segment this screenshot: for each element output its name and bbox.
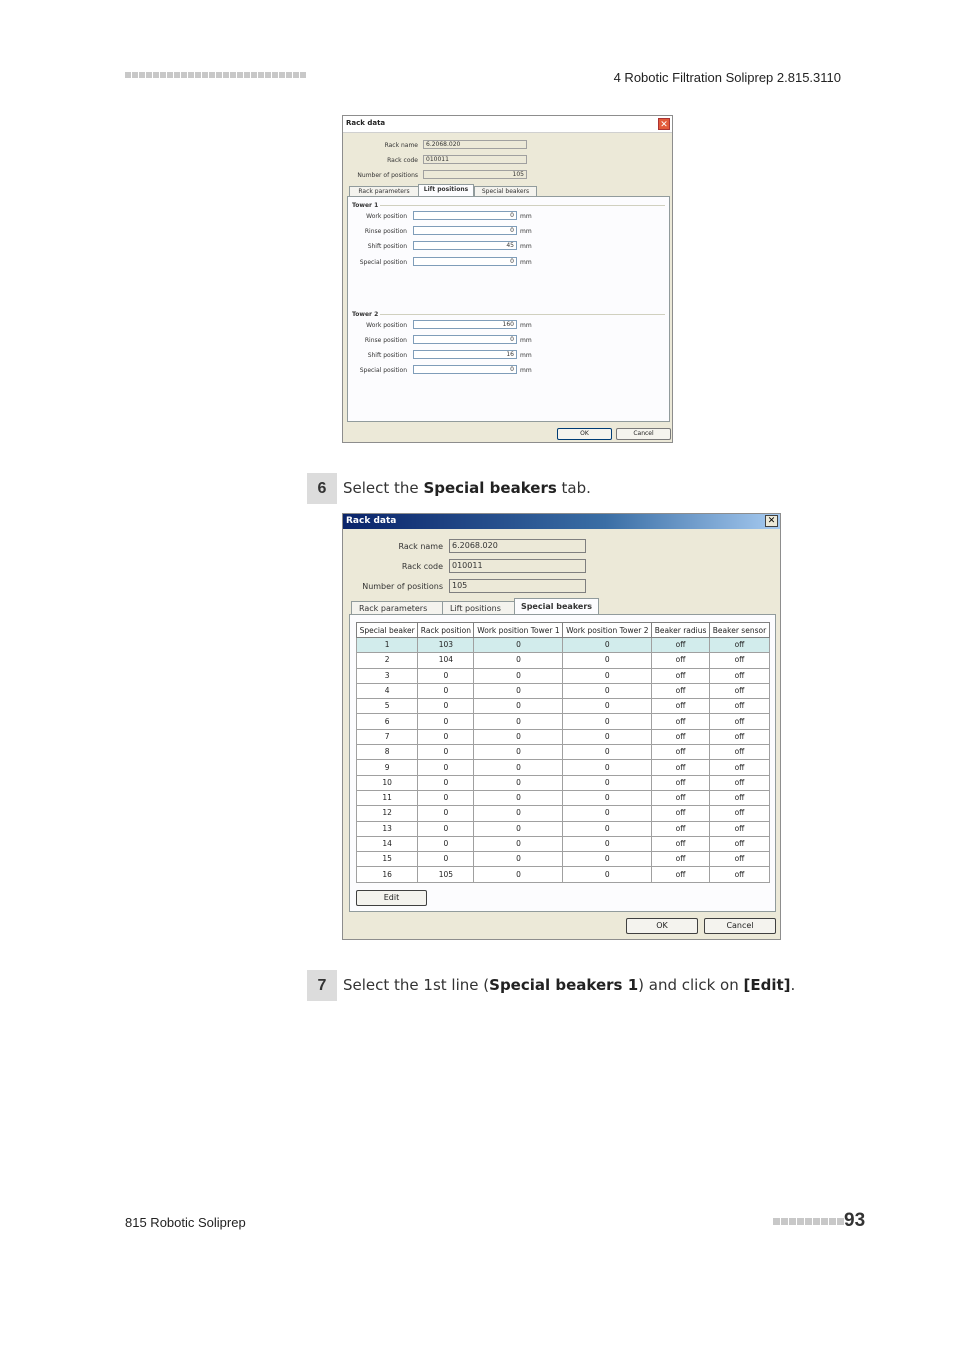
table-cell: off — [709, 729, 769, 744]
table-cell: 0 — [563, 806, 652, 821]
table-cell: off — [709, 683, 769, 698]
t1-shift-field[interactable]: 45 — [413, 241, 517, 250]
table-cell: off — [652, 714, 710, 729]
t1-work-label: Work position — [366, 213, 407, 220]
t2-shift-label: Shift position — [367, 352, 407, 359]
table-cell: off — [709, 806, 769, 821]
table-cell: 0 — [418, 790, 474, 805]
step-7-text — [343, 976, 795, 994]
column-header[interactable]: Special beaker — [357, 623, 418, 638]
table-cell: 4 — [357, 683, 418, 698]
table-cell: off — [652, 867, 710, 882]
table-cell: 0 — [563, 729, 652, 744]
ok-button[interactable]: OK — [557, 428, 612, 440]
table-cell: off — [652, 668, 710, 683]
table-cell: 13 — [357, 821, 418, 836]
column-header[interactable]: Work position Tower 2 — [563, 623, 652, 638]
table-cell: 0 — [418, 745, 474, 760]
t1-special-field[interactable]: 0 — [413, 257, 517, 266]
table-cell: 0 — [474, 836, 563, 851]
special-beakers-table — [356, 622, 770, 883]
table-cell: 0 — [563, 867, 652, 882]
tab-rack-parameters[interactable]: Rack parameters — [351, 601, 443, 615]
table-cell: off — [709, 821, 769, 836]
table-cell: 0 — [418, 775, 474, 790]
table-cell: 0 — [418, 760, 474, 775]
step-text-part: Select the 1st line ( — [343, 976, 490, 994]
table-row[interactable] — [357, 821, 770, 836]
rack-name-label: Rack name — [384, 142, 418, 149]
table-cell: off — [652, 653, 710, 668]
positions-label: Number of positions — [362, 582, 443, 591]
table-cell: off — [652, 729, 710, 744]
table-cell: off — [652, 852, 710, 867]
table-row[interactable] — [357, 745, 770, 760]
divider — [380, 314, 665, 315]
chapter-title: 4 Robotic Filtration Soliprep 2.815.3110 — [613, 70, 841, 85]
table-row[interactable] — [357, 836, 770, 851]
dialog-title: Rack data — [346, 516, 397, 526]
table-cell: off — [709, 852, 769, 867]
special-beakers-panel — [349, 614, 776, 912]
rack-data-dialog-special-beakers — [342, 513, 781, 940]
table-cell: 0 — [418, 668, 474, 683]
step-number: 7 — [307, 970, 337, 1001]
positions-field[interactable]: 105 — [449, 579, 586, 593]
table-cell: 9 — [357, 760, 418, 775]
table-cell: 0 — [418, 699, 474, 714]
step-text-bold: Special beakers — [423, 479, 557, 497]
title-bar — [343, 116, 672, 133]
table-row[interactable] — [357, 790, 770, 805]
t2-rinse-field[interactable]: 0 — [413, 335, 517, 344]
table-cell: 0 — [563, 790, 652, 805]
table-cell: off — [709, 653, 769, 668]
tab-special-beakers[interactable]: Special beakers — [514, 598, 599, 615]
ok-button[interactable]: OK — [626, 918, 698, 934]
table-cell: 0 — [474, 790, 563, 805]
table-cell: off — [652, 638, 710, 653]
column-header[interactable]: Beaker sensor — [709, 623, 769, 638]
table-row[interactable] — [357, 699, 770, 714]
table-cell: 0 — [474, 668, 563, 683]
t2-special-label: Special position — [359, 367, 407, 374]
t1-shift-label: Shift position — [367, 243, 407, 250]
t2-work-label: Work position — [366, 322, 407, 329]
table-cell: 0 — [418, 683, 474, 698]
table-cell: 5 — [357, 699, 418, 714]
table-cell: off — [652, 806, 710, 821]
table-cell: 0 — [563, 745, 652, 760]
t1-work-field[interactable]: 0 — [413, 211, 517, 220]
t2-shift-field[interactable]: 16 — [413, 350, 517, 359]
table-cell: 1 — [357, 638, 418, 653]
cancel-button[interactable]: Cancel — [704, 918, 776, 934]
table-cell: off — [652, 683, 710, 698]
table-cell: 105 — [418, 867, 474, 882]
unit: mm — [520, 337, 532, 344]
table-cell: 7 — [357, 729, 418, 744]
positions-label: Number of positions — [357, 172, 418, 179]
table-cell: 0 — [418, 836, 474, 851]
table-cell: off — [652, 699, 710, 714]
table-cell: 0 — [563, 821, 652, 836]
tab-lift-positions[interactable]: Lift positions — [442, 601, 515, 615]
table-cell: off — [709, 699, 769, 714]
table-cell: 0 — [474, 821, 563, 836]
tab-rack-parameters[interactable]: Rack parameters — [349, 186, 419, 196]
unit: mm — [520, 322, 532, 329]
table-cell: off — [652, 790, 710, 805]
table-cell: off — [709, 638, 769, 653]
divider — [380, 205, 665, 206]
rack-code-label: Rack code — [387, 157, 418, 164]
column-header[interactable]: Work position Tower 1 — [474, 623, 563, 638]
table-cell: 0 — [474, 683, 563, 698]
rack-name-field[interactable]: 6.2068.020 — [449, 539, 586, 553]
table-row[interactable] — [357, 668, 770, 683]
step-text-bold: [Edit] — [743, 976, 791, 994]
close-icon[interactable]: ✕ — [765, 515, 778, 527]
table-cell: 6 — [357, 714, 418, 729]
table-cell: 0 — [418, 714, 474, 729]
table-row[interactable] — [357, 867, 770, 882]
table-cell: 103 — [418, 638, 474, 653]
tower1-title: Tower 1 — [352, 202, 379, 209]
table-cell: off — [709, 714, 769, 729]
table-cell: off — [709, 836, 769, 851]
table-row[interactable] — [357, 729, 770, 744]
table-cell: off — [709, 760, 769, 775]
table-header-row — [357, 623, 770, 638]
positions-field[interactable]: 105 — [423, 170, 527, 179]
rack-code-field[interactable]: 010011 — [423, 155, 527, 164]
rack-code-field[interactable]: 010011 — [449, 559, 586, 573]
table-cell: off — [709, 775, 769, 790]
column-header[interactable]: Beaker radius — [652, 623, 710, 638]
tab-special-beakers[interactable]: Special beakers — [474, 186, 537, 196]
step-text-bold: Special beakers 1 — [489, 976, 639, 994]
edit-button[interactable]: Edit — [356, 890, 427, 906]
table-cell: 14 — [357, 836, 418, 851]
rack-name-field[interactable]: 6.2068.020 — [423, 140, 527, 149]
step-6-text — [343, 479, 591, 497]
table-cell: 0 — [474, 867, 563, 882]
table-row[interactable] — [357, 760, 770, 775]
table-cell: 0 — [563, 836, 652, 851]
table-cell: 0 — [474, 760, 563, 775]
t1-rinse-label: Rinse position — [364, 228, 407, 235]
table-row[interactable] — [357, 714, 770, 729]
step-text-part: tab. — [556, 479, 591, 497]
table-cell: 0 — [563, 683, 652, 698]
table-cell: 0 — [563, 653, 652, 668]
table-cell: off — [652, 821, 710, 836]
table-cell: 0 — [474, 699, 563, 714]
table-cell: 0 — [418, 806, 474, 821]
table-cell: 0 — [563, 699, 652, 714]
table-cell: 3 — [357, 668, 418, 683]
table-cell: 0 — [474, 729, 563, 744]
rack-data-dialog-lift-positions — [342, 115, 673, 443]
rack-name-label: Rack name — [398, 542, 443, 551]
cancel-button[interactable]: Cancel — [616, 428, 671, 440]
unit: mm — [520, 352, 532, 359]
table-cell: off — [709, 867, 769, 882]
table-cell: 0 — [474, 638, 563, 653]
table-cell: 0 — [563, 668, 652, 683]
table-cell: off — [652, 745, 710, 760]
close-icon[interactable]: ✕ — [658, 118, 670, 130]
table-cell: 15 — [357, 852, 418, 867]
table-cell: 0 — [563, 714, 652, 729]
table-row[interactable] — [357, 806, 770, 821]
rack-code-label: Rack code — [401, 562, 443, 571]
table-cell: off — [709, 668, 769, 683]
table-cell: off — [709, 790, 769, 805]
unit: mm — [520, 259, 532, 266]
header-decoration — [125, 72, 306, 78]
step-text-part: ) and click on — [638, 976, 744, 994]
t2-work-field[interactable]: 160 — [413, 320, 517, 329]
t1-rinse-field[interactable]: 0 — [413, 226, 517, 235]
table-cell: 0 — [418, 729, 474, 744]
table-cell: 2 — [357, 653, 418, 668]
t2-special-field[interactable]: 0 — [413, 365, 517, 374]
table-cell: off — [709, 745, 769, 760]
table-row[interactable] — [357, 638, 770, 653]
table-cell: 0 — [474, 806, 563, 821]
table-cell: 0 — [418, 852, 474, 867]
lift-positions-panel — [347, 196, 670, 422]
tab-lift-positions[interactable]: Lift positions — [418, 184, 474, 196]
page-number: 93 — [844, 1210, 866, 1231]
step-number: 6 — [307, 473, 337, 504]
table-cell: 104 — [418, 653, 474, 668]
table-cell: 11 — [357, 790, 418, 805]
unit: mm — [520, 367, 532, 374]
table-cell: 12 — [357, 806, 418, 821]
table-cell: 0 — [418, 821, 474, 836]
table-cell: 8 — [357, 745, 418, 760]
table-row[interactable] — [357, 683, 770, 698]
column-header[interactable]: Rack position — [418, 623, 474, 638]
footer-product: 815 Robotic Soliprep — [125, 1215, 246, 1230]
unit: mm — [520, 228, 532, 235]
t1-special-label: Special position — [359, 259, 407, 266]
table-cell: 0 — [474, 852, 563, 867]
table-cell: off — [652, 836, 710, 851]
table-cell: off — [652, 775, 710, 790]
title-bar — [343, 514, 780, 529]
tower2-title: Tower 2 — [352, 311, 379, 318]
step-text-part: Select the — [343, 479, 424, 497]
table-cell: 0 — [563, 852, 652, 867]
table-cell: 0 — [474, 775, 563, 790]
table-cell: 0 — [474, 653, 563, 668]
table-cell: off — [652, 760, 710, 775]
unit: mm — [520, 243, 532, 250]
table-row[interactable] — [357, 653, 770, 668]
unit: mm — [520, 213, 532, 220]
step-text-part: . — [790, 976, 796, 994]
table-cell: 0 — [474, 714, 563, 729]
table-cell: 16 — [357, 867, 418, 882]
table-row[interactable] — [357, 852, 770, 867]
table-row[interactable] — [357, 775, 770, 790]
t2-rinse-label: Rinse position — [364, 337, 407, 344]
table-cell: 0 — [563, 638, 652, 653]
table-cell: 0 — [474, 745, 563, 760]
dialog-title: Rack data — [346, 119, 386, 127]
table-cell: 10 — [357, 775, 418, 790]
footer-decoration — [773, 1218, 844, 1225]
table-cell: 0 — [563, 775, 652, 790]
table-cell: 0 — [563, 760, 652, 775]
